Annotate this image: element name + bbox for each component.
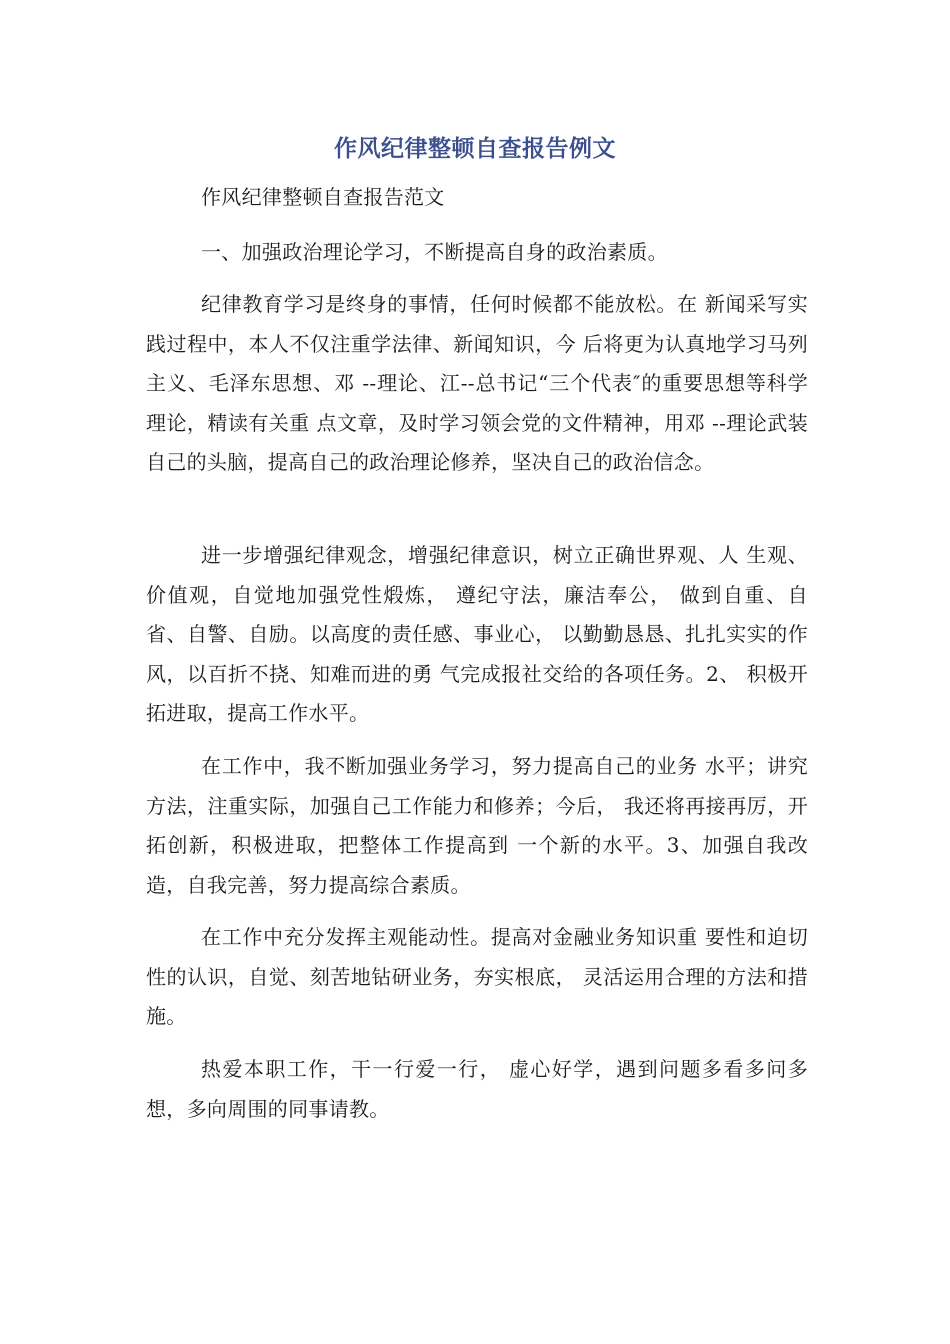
document-title: 作风纪律整顿自查报告例文 xyxy=(334,136,616,162)
paragraph-work-improvement: 在工作中，我不断加强业务学习，努力提高自己的业务 水平；讲究方法，注重实际，加强自己工作能力和修养；今后， 我还将再接再厉，开拓创新，积极进取，把整体工作提高到 一个新的水平。3、加强自我改造，自我完善，努力提高综合素质。 xyxy=(146,754,808,897)
paragraph-initiative: 在工作中充分发挥主观能动性。提高对金融业务知识重 要性和迫切性的认识，自觉、刻苦地钻研业务，夯实根底， 灵活运用合理的方法和措施。 xyxy=(146,925,808,1028)
paragraph-section-1-heading: 一、加强政治理论学习，不断提高自身的政治素质。 xyxy=(201,240,668,264)
paragraph-discipline-education: 纪律教育学习是终身的事情，任何时候都不能放松。在 新闻采写实践过程中，本人不仅注重学法律、新闻知识，今 后将更为认真地学习马列主义、毛泽东思想、邓 --理论、江--总书记“三个代表″的重要思想等科学理论，精读有关重 点文章，及时学习领会党的文件精神，用邓 --理论武装自己的头脑，提高自己的政治理论修养，坚决自己的政治信念。 xyxy=(146,292,808,474)
paragraph-discipline-awareness: 进一步增强纪律观念，增强纪律意识，树立正确世界观、人 生观、价值观，自觉地加强党性煅炼， 遵纪守法，廉洁奉公， 做到自重、自省、自警、自励。以高度的责任感、事业心， 以勤勤恳恳、扎扎实实的作风，以百折不挠、知难而进的勇 气完成报社交给的各项任务。2、 积极开拓进取，提高工作水平。 xyxy=(146,543,808,725)
paragraph-subtitle: 作风纪律整顿自查报告范文 xyxy=(201,185,445,209)
paragraph-dedication: 热爱本职工作，干一行爱一行， 虚心好学，遇到问题多看多问多想，多向周围的同事请教。 xyxy=(146,1057,808,1121)
